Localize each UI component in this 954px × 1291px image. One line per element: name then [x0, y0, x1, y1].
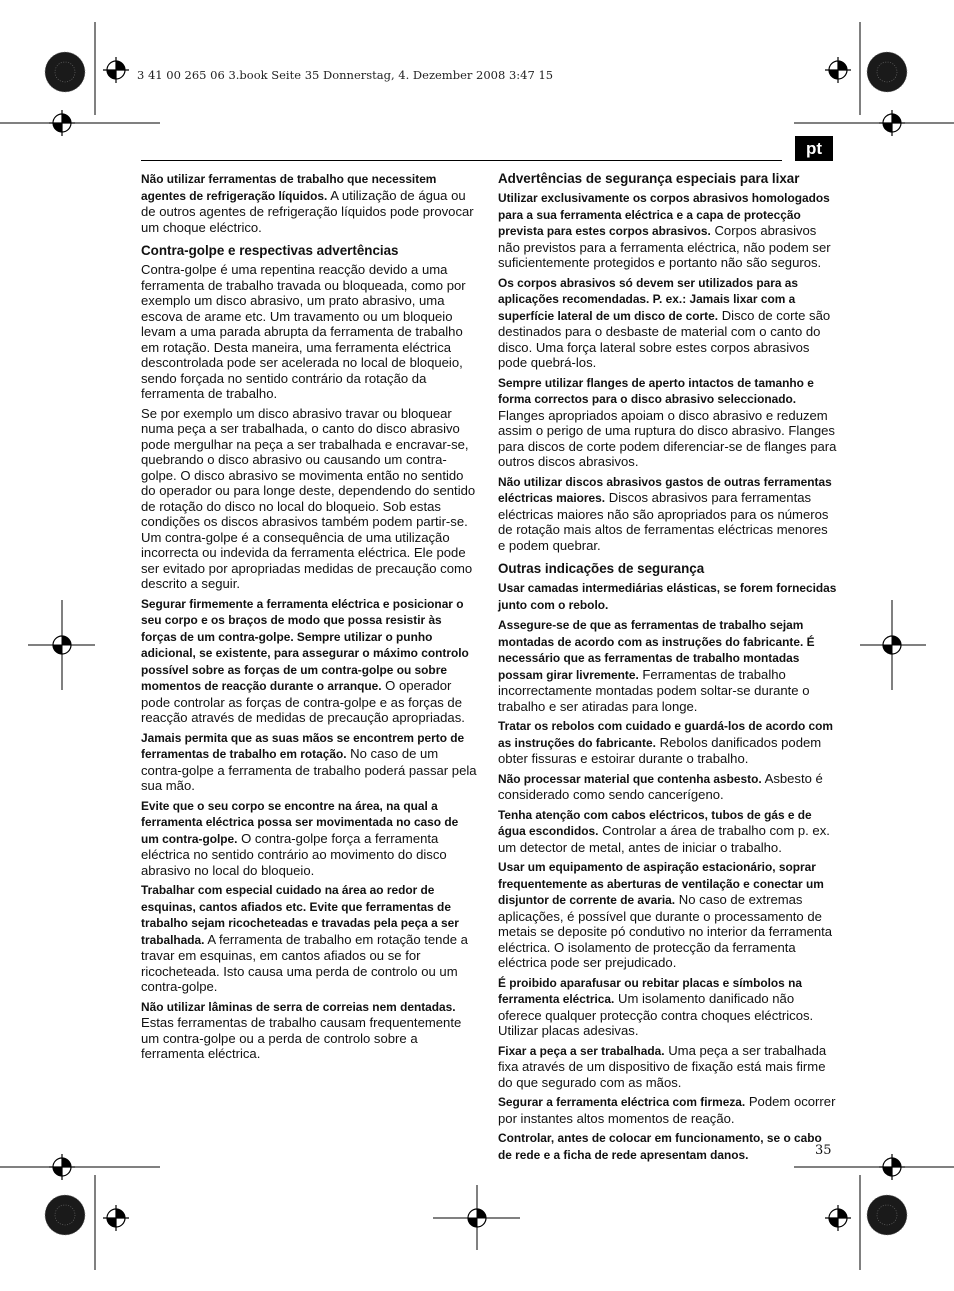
paragraph: [141, 882, 479, 995]
paragraph: [498, 190, 838, 271]
paragraph: [498, 859, 838, 971]
warning-lead: Utilizar exclusivamente os corpos abrasivos homologados para a sua ferramenta eléctrica e a capa de protecção prevista para estes corpos abrasivos.: [498, 191, 830, 238]
paragraph-text: Discos abrasivos para ferramentas eléctricas maiores não são apropriados para os números de rotação mais altos de ferramentas eléctricas menores e podem quebrar.: [498, 490, 829, 553]
paragraph: [498, 1043, 838, 1091]
paragraph: [498, 771, 838, 803]
warning-lead: Não utilizar discos abrasivos gastos de outras ferramentas eléctricas maiores.: [498, 474, 832, 505]
paragraph-text: Rebolos danificados podem obter fissuras e estoirar durante o trabalho.: [498, 734, 822, 766]
paragraph: [498, 275, 838, 371]
section-heading: Advertências de segurança especiais para lixar: [498, 171, 800, 186]
warning-lead: Jamais permita que as suas mãos se encontrem perto de ferramentas de trabalho em rotação.: [141, 730, 465, 761]
warning-lead: Tratar os rebolos com cuidado e guardá-los de acordo com as instruções do fabricante.: [498, 719, 833, 750]
paragraph: [498, 1094, 838, 1126]
paragraph-text: No caso de um contra-golpe a ferramenta de trabalho poderá passar pela sua mão.: [141, 746, 477, 793]
paragraph: [498, 975, 838, 1039]
warning-lead: Usar camadas intermediárias elásticas, se forem fornecidas junto com o rebolo.: [498, 581, 837, 612]
warning-lead: Os corpos abrasivos só devem ser utilizados para as aplicações recomendadas. P. ex.: Jamais lixar com a superfície lateral de um disco de corte.: [498, 275, 799, 323]
paragraph: [498, 718, 838, 767]
paragraph-text: Ferramentas de trabalho incorrectamente montadas podem soltar-se durante o trabalho e ser atiradas para longe.: [498, 666, 810, 714]
section-heading: Outras indicações de segurança: [498, 561, 705, 576]
paragraph-text: A utilização de água ou de outros agentes de refrigeração líquidos pode provocar um choque eléctrico.: [141, 187, 474, 235]
warning-lead: Não processar material que contenha asbesto.: [498, 771, 762, 786]
paragraph-text: No caso de extremas aplicações, é possível que durante o processamento de metais se deposite pó condutivo no interior da ferramenta eléctrica. O isolamento de protecção da ferramenta eléctrica pode ser prejudicado.: [498, 892, 833, 970]
language-badge: pt: [795, 136, 833, 161]
paragraph-text: Asbesto é considerado como sendo cancerígeno.: [498, 770, 823, 802]
paragraph-text: Se por exemplo um disco abrasivo travar ou bloquear numa peça a ser trabalhada, o canto do disco abrasivo pode mergulhar na peça a ser trabalhada e encravar-se, quebrando o disco abrasivo ou causando um contra-golpe. O disco abrasivo se movimenta então no sentido do operador ou para longe deste, dependendo do sentido de rotação do disco no local do bloqueio. Sob estas condições os discos abrasivos também podem partir-se. Um contra-golpe é a consequência de uma utilização incorrecta ou indevida da ferramenta eléctrica. Ele pode ser evitado por apropriadas medidas de precaução como descrito a seguir.: [141, 405, 476, 591]
paragraph: [141, 730, 479, 794]
paragraph-text: A ferramenta de trabalho em rotação tende a travar em esquinas, em cantos afiados ou se for ricocheteada. Isto causa uma perda de controlo ou um contra-golpe.: [141, 931, 468, 994]
right-column: [498, 171, 838, 1167]
paragraph-text: Podem ocorrer por instantes altos momentos de reação.: [498, 1094, 836, 1126]
warning-lead: Evite que o seu corpo se encontre na área, na qual a ferramenta eléctrica possa ser movimentada no caso de um contra-golpe.: [141, 798, 459, 846]
paragraph-text: Um isolamento danificado não oferece qualquer protecção contra choques eléctricos. Utilizar placas adesivas.: [498, 991, 814, 1038]
warning-lead: Usar um equipamento de aspiração estacionário, soprar frequentemente as aberturas de ventilação e conectar um disjuntor de corrente de avaria.: [498, 860, 824, 907]
warning-lead: Fixar a peça a ser trabalhada.: [498, 1043, 665, 1058]
page-number: 35: [815, 1143, 832, 1158]
paragraph: [498, 807, 838, 856]
paragraph: [141, 262, 479, 402]
paragraph-text: O operador pode controlar as forças de contra-golpe e as forças de reacção através de medidas de precaução apropriadas.: [141, 678, 465, 725]
paragraph: [141, 798, 479, 879]
warning-lead: Assegure-se de que as ferramentas de trabalho sejam montadas de acordo com as instruções do fabricante. É necessário que as ferramentas de trabalho montadas possam girar livremente.: [498, 618, 815, 682]
paragraph-text: Estas ferramentas de trabalho causam frequentemente um contra-golpe ou a perda de controlo sobre a ferramenta eléctrica.: [141, 1015, 462, 1061]
paragraph: [498, 375, 838, 470]
paragraph-text: O contra-golpe força a ferramenta eléctrica no sentido contrário ao movimento do disco abrasivo no local do bloqueio.: [141, 830, 447, 878]
paragraph-text: Controlar a área de trabalho com p. ex. um detector de metal, antes de iniciar o trabalho.: [498, 823, 830, 855]
left-column: [141, 171, 479, 1066]
paragraph: [141, 596, 479, 726]
paragraph-text: Uma peça a ser trabalhada fixa através de um dispositivo de fixação está mais firme do que segurado com as mãos.: [498, 1042, 827, 1090]
warning-lead: Trabalhar com especial cuidado na área ao redor de esquinas, cantos afiados etc. Evite que ferramentas de trabalho sejam ricocheteadas e travadas pela peça a ser trabalhada.: [141, 883, 459, 947]
warning-lead: É proibido aparafusar ou rebitar placas e símbolos na ferramenta eléctrica.: [498, 975, 802, 1006]
warning-lead: Controlar, antes de colocar em funcionamento, se o cabo de rede e a ficha de rede apresentam danos.: [498, 1131, 822, 1162]
section-heading: Contra-golpe e respectivas advertências: [141, 243, 399, 258]
warning-lead: Segurar a ferramenta eléctrica com firmeza.: [498, 1095, 746, 1109]
warning-lead: Segurar firmemente a ferramenta eléctrica e posicionar o seu corpo e os braços de modo que possa resistir às forças de um contra-golpe. Sempre utilizar o punho adicional, se existente, para assegurar o máximo controlo possível sobre as forças de um contra-golpe ou sobre momentos de reacção durante o arranque.: [141, 596, 469, 693]
warning-lead: Não utilizar lâminas de serra de correias nem dentadas.: [141, 999, 456, 1014]
warning-lead: Não utilizar ferramentas de trabalho que necessitem agentes de refrigeração líquidos.: [141, 172, 437, 203]
header-rule: [141, 160, 782, 161]
paragraph-text: Flanges apropriados apoiam o disco abrasivo e reduzem assim o perigo de uma ruptura do disco abrasivo. Flanges para discos de corte podem diferenciar-se de flanges para outros discos abrasivos.: [498, 407, 837, 469]
paragraph: [498, 1130, 838, 1163]
paragraph: [141, 406, 479, 592]
paragraph: [498, 474, 838, 554]
paragraph: [498, 580, 838, 613]
paragraph-text: Corpos abrasivos não previstos para a ferramenta eléctrica, não podem ser suficientemente protegidos e portanto não são seguros.: [498, 223, 831, 270]
warning-lead: Tenha atenção com cabos eléctricos, tubos de gás e de água escondidos.: [498, 807, 812, 838]
print-header: 3 41 00 265 06 3.book Seite 35 Donnerstag, 4. Dezember 2008 3:47 15: [137, 68, 554, 82]
paragraph: [141, 171, 479, 235]
paragraph-text: Contra-golpe é uma repentina reacção devido a uma ferramenta de trabalho travada ou bloqueada, como por exemplo um disco abrasivo, um prato abrasivo, uma escova de arame etc. Um travamento ou um bloqueio levam a uma parada abrupta da ferramenta de trabalho em rotação. Desta maneira, uma ferramenta eléctrica descontrolada pode ser acelerada no local de bloqueio, sendo forçada no sentido contrário da rotação da ferramenta de trabalho.: [141, 262, 466, 401]
paragraph: [141, 999, 479, 1062]
warning-lead: Sempre utilizar flanges de aperto intactos de tamanho e forma correctos para o disco abrasivo seleccionado.: [498, 375, 814, 406]
paragraph-text: Disco de corte são destinados para o desbaste de material com o canto do disco. Uma força lateral sobre estes corpos abrasivos pode quebrá-los.: [498, 307, 831, 370]
paragraph: [498, 617, 838, 714]
